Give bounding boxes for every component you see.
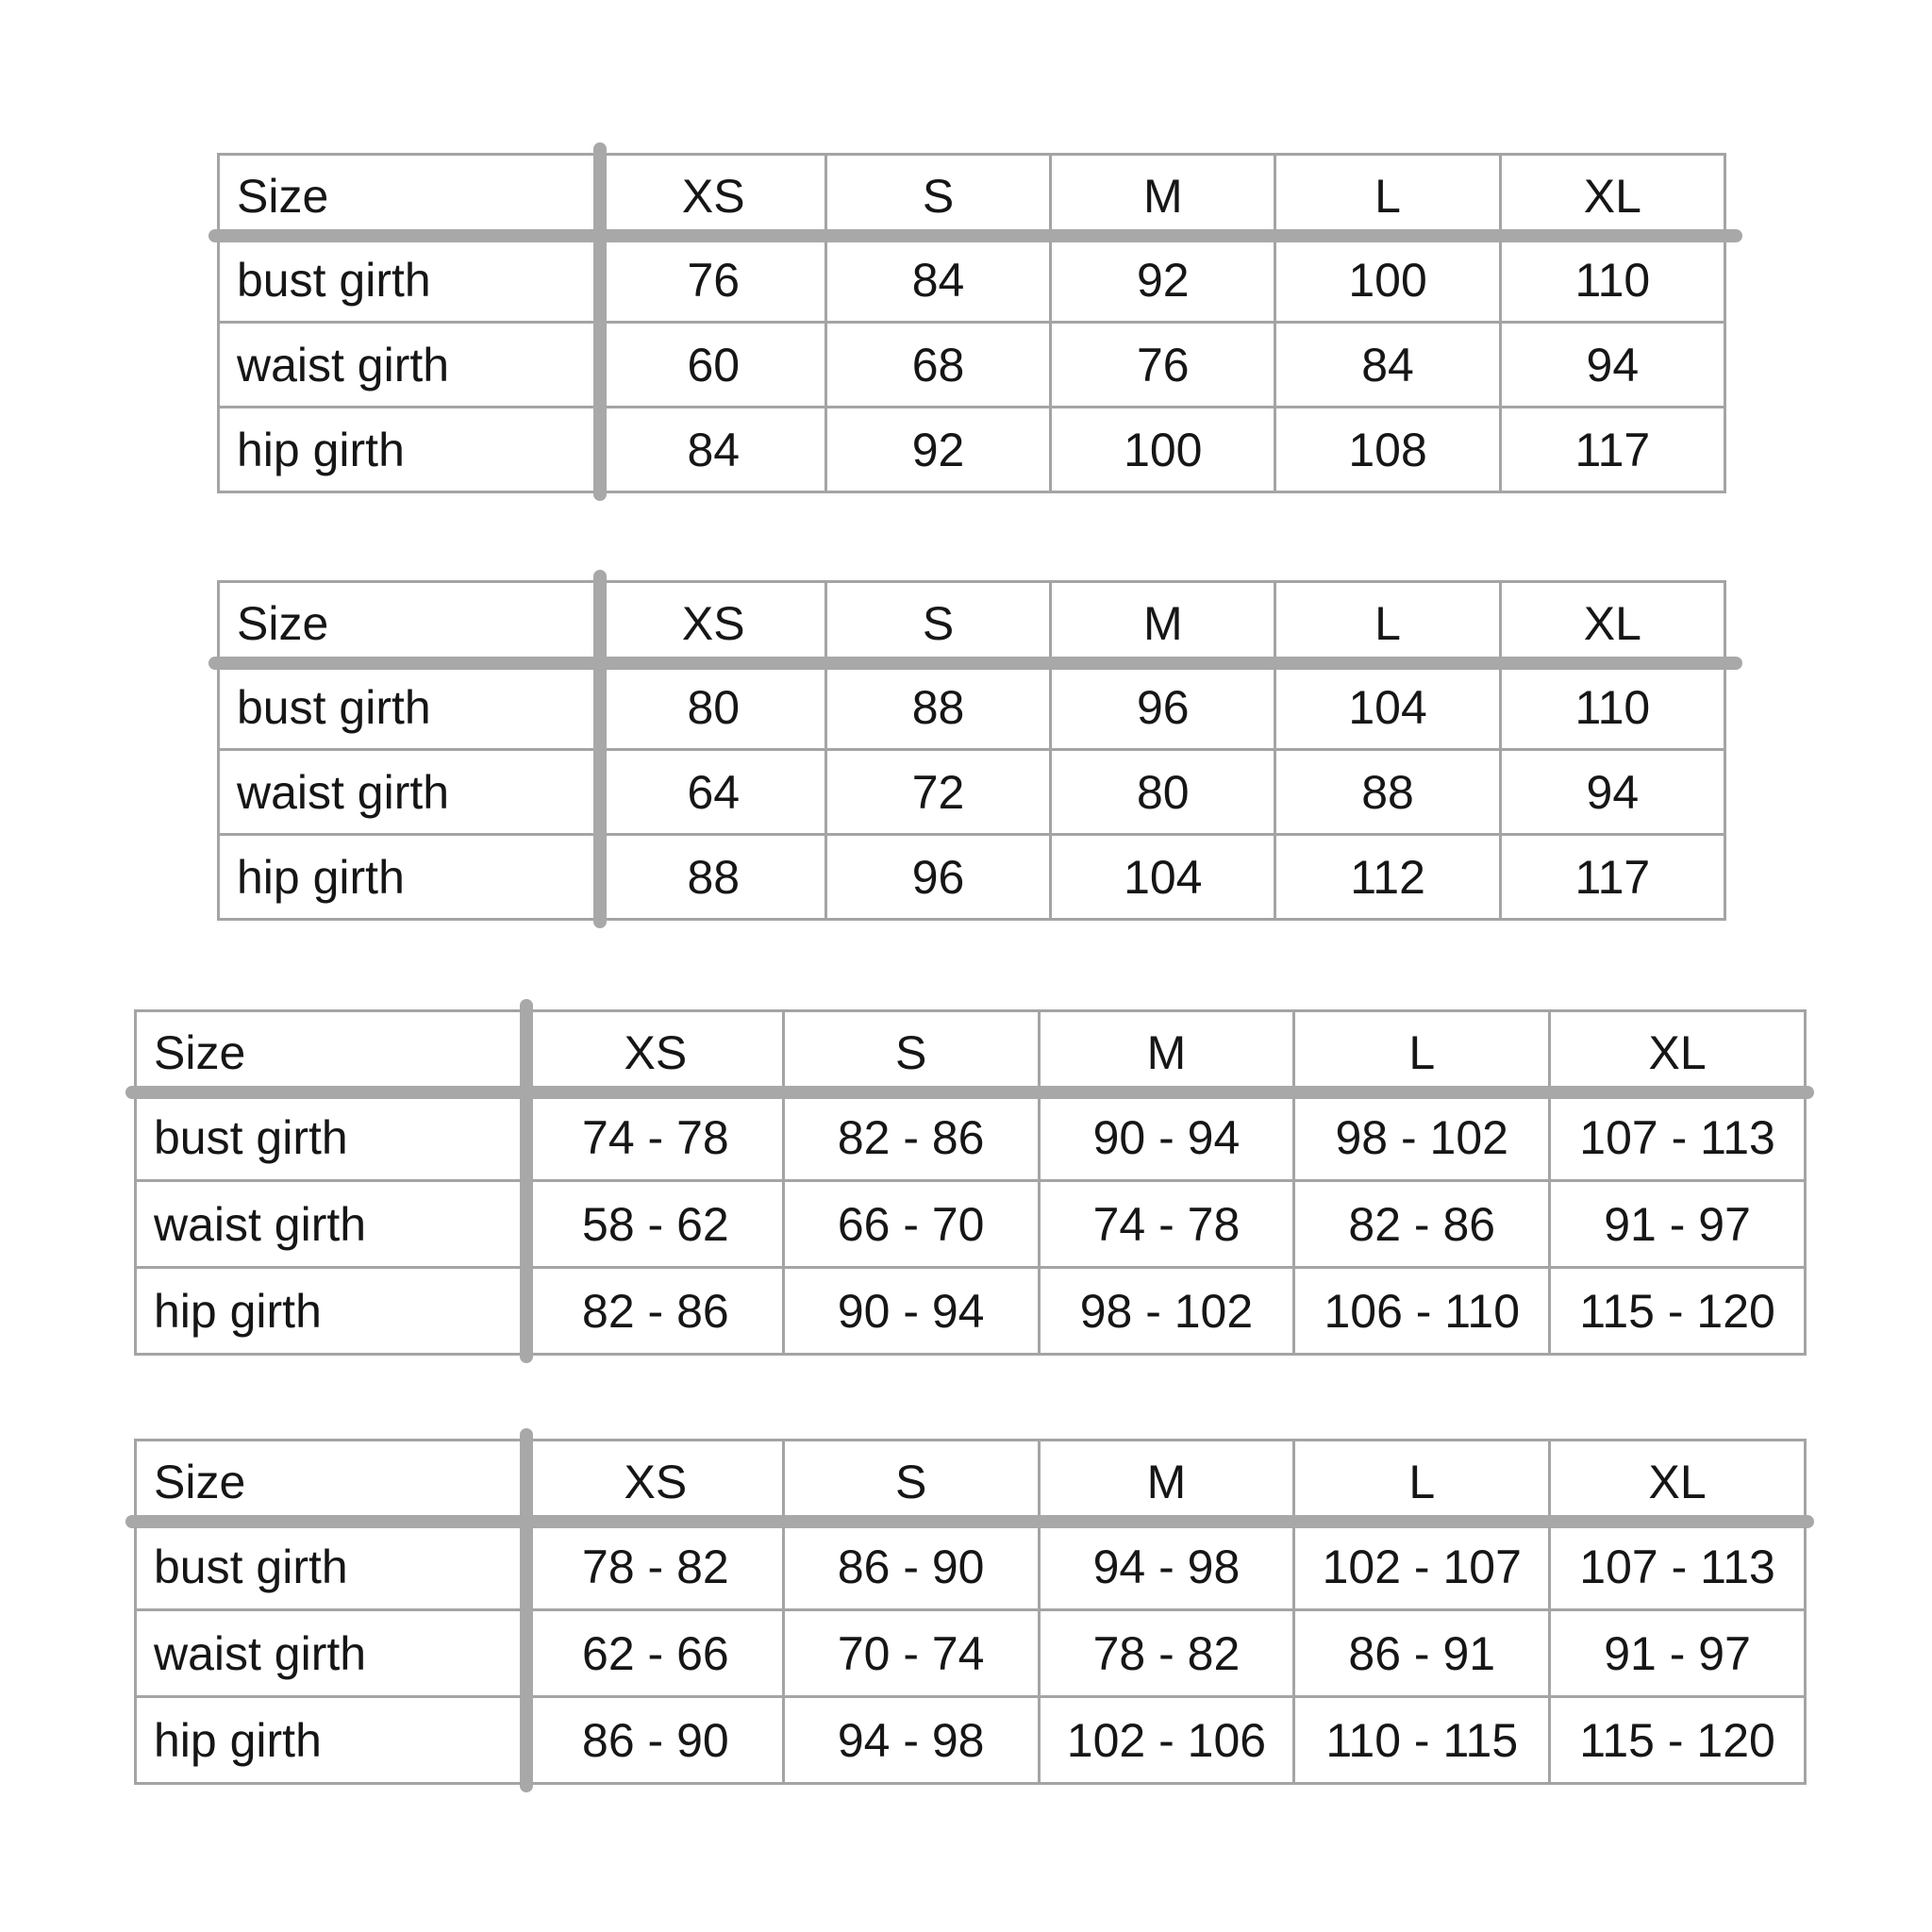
header-cell-size: Size (219, 582, 602, 665)
table-row-hip (136, 1697, 1806, 1784)
value-cell: 74 - 78 (1039, 1181, 1294, 1268)
header-cell-l: L (1275, 582, 1500, 665)
header-cell-xs: XS (601, 155, 825, 238)
value-cell: 104 (1275, 665, 1500, 750)
header-cell-l: L (1275, 155, 1500, 238)
size-column-divider-bar-1 (593, 142, 607, 501)
value-cell: 70 - 74 (783, 1610, 1039, 1697)
value-cell: 94 - 98 (783, 1697, 1039, 1784)
header-cell-m: M (1051, 582, 1275, 665)
value-cell: 94 (1500, 750, 1724, 835)
table-row-bust (136, 1524, 1806, 1610)
header-cell-xl: XL (1550, 1011, 1806, 1094)
value-cell: 100 (1051, 408, 1275, 492)
value-cell: 106 - 110 (1294, 1268, 1550, 1355)
value-cell: 110 (1500, 238, 1724, 323)
row-label: hip girth (136, 1697, 528, 1784)
value-cell: 86 - 90 (783, 1524, 1039, 1610)
value-cell: 60 (601, 323, 825, 408)
header-cell-m: M (1051, 155, 1275, 238)
table-row-waist (136, 1610, 1806, 1697)
header-cell-s: S (825, 155, 1050, 238)
value-cell: 96 (825, 835, 1050, 920)
row-label: bust girth (219, 238, 602, 323)
value-cell: 90 - 94 (783, 1268, 1039, 1355)
table-row-waist (219, 323, 1725, 408)
value-cell: 84 (825, 238, 1050, 323)
row-label: waist girth (219, 323, 602, 408)
size-table-3 (134, 1009, 1807, 1356)
value-cell: 102 - 106 (1039, 1697, 1294, 1784)
header-cell-xl: XL (1500, 155, 1724, 238)
header-cell-m: M (1039, 1441, 1294, 1524)
header-cell-xs: XS (527, 1011, 783, 1094)
header-cell-xs: XS (601, 582, 825, 665)
value-cell: 86 - 91 (1294, 1610, 1550, 1697)
header-underline-bar-2 (208, 657, 1742, 670)
value-cell: 84 (601, 408, 825, 492)
header-cell-size: Size (136, 1441, 528, 1524)
row-label: hip girth (136, 1268, 528, 1355)
value-cell: 117 (1500, 835, 1724, 920)
size-table-1 (217, 153, 1726, 493)
value-cell: 82 - 86 (1294, 1181, 1550, 1268)
header-cell-size: Size (219, 155, 602, 238)
table-row-bust (219, 238, 1725, 323)
value-cell: 100 (1275, 238, 1500, 323)
row-label: waist girth (219, 750, 602, 835)
row-label: bust girth (136, 1094, 528, 1181)
table-row-hip (219, 835, 1725, 920)
value-cell: 117 (1500, 408, 1724, 492)
value-cell: 66 - 70 (783, 1181, 1039, 1268)
value-cell: 82 - 86 (527, 1268, 783, 1355)
value-cell: 104 (1051, 835, 1275, 920)
value-cell: 82 - 86 (783, 1094, 1039, 1181)
header-underline-bar-3 (125, 1086, 1814, 1099)
value-cell: 68 (825, 323, 1050, 408)
value-cell: 76 (1051, 323, 1275, 408)
table-4-header-row (136, 1441, 1806, 1524)
size-column-divider-bar-4 (520, 1428, 533, 1792)
value-cell: 78 - 82 (527, 1524, 783, 1610)
value-cell: 115 - 120 (1550, 1268, 1806, 1355)
value-cell: 107 - 113 (1550, 1524, 1806, 1610)
table-row-waist (219, 750, 1725, 835)
value-cell: 102 - 107 (1294, 1524, 1550, 1610)
table-row-hip (219, 408, 1725, 492)
size-column-divider-bar-2 (593, 570, 607, 928)
header-cell-l: L (1294, 1441, 1550, 1524)
value-cell: 110 - 115 (1294, 1697, 1550, 1784)
value-cell: 107 - 113 (1550, 1094, 1806, 1181)
size-table-2 (217, 580, 1726, 921)
table-row-bust (219, 665, 1725, 750)
value-cell: 91 - 97 (1550, 1181, 1806, 1268)
header-cell-size: Size (136, 1011, 528, 1094)
row-label: hip girth (219, 835, 602, 920)
header-cell-m: M (1039, 1011, 1294, 1094)
value-cell: 96 (1051, 665, 1275, 750)
value-cell: 108 (1275, 408, 1500, 492)
value-cell: 72 (825, 750, 1050, 835)
value-cell: 115 - 120 (1550, 1697, 1806, 1784)
header-cell-s: S (825, 582, 1050, 665)
size-column-divider-bar-3 (520, 999, 533, 1363)
value-cell: 88 (1275, 750, 1500, 835)
header-cell-xl: XL (1500, 582, 1724, 665)
table-2-header-row (219, 582, 1725, 665)
value-cell: 90 - 94 (1039, 1094, 1294, 1181)
table-1-header-row (219, 155, 1725, 238)
table-row-waist (136, 1181, 1806, 1268)
value-cell: 88 (601, 835, 825, 920)
value-cell: 88 (825, 665, 1050, 750)
value-cell: 112 (1275, 835, 1500, 920)
table-row-bust (136, 1094, 1806, 1181)
header-underline-bar-4 (125, 1515, 1814, 1528)
value-cell: 94 (1500, 323, 1724, 408)
header-cell-xs: XS (527, 1441, 783, 1524)
value-cell: 74 - 78 (527, 1094, 783, 1181)
row-label: waist girth (136, 1181, 528, 1268)
value-cell: 62 - 66 (527, 1610, 783, 1697)
value-cell: 91 - 97 (1550, 1610, 1806, 1697)
value-cell: 98 - 102 (1039, 1268, 1294, 1355)
value-cell: 92 (825, 408, 1050, 492)
value-cell: 84 (1275, 323, 1500, 408)
value-cell: 98 - 102 (1294, 1094, 1550, 1181)
row-label: bust girth (219, 665, 602, 750)
value-cell: 80 (1051, 750, 1275, 835)
value-cell: 86 - 90 (527, 1697, 783, 1784)
value-cell: 58 - 62 (527, 1181, 783, 1268)
table-row-hip (136, 1268, 1806, 1355)
value-cell: 94 - 98 (1039, 1524, 1294, 1610)
value-cell: 110 (1500, 665, 1724, 750)
header-cell-xl: XL (1550, 1441, 1806, 1524)
value-cell: 76 (601, 238, 825, 323)
row-label: waist girth (136, 1610, 528, 1697)
value-cell: 64 (601, 750, 825, 835)
table-3-header-row (136, 1011, 1806, 1094)
row-label: bust girth (136, 1524, 528, 1610)
value-cell: 92 (1051, 238, 1275, 323)
header-cell-s: S (783, 1441, 1039, 1524)
value-cell: 80 (601, 665, 825, 750)
value-cell: 78 - 82 (1039, 1610, 1294, 1697)
header-cell-l: L (1294, 1011, 1550, 1094)
size-table-4 (134, 1439, 1807, 1785)
header-cell-s: S (783, 1011, 1039, 1094)
row-label: hip girth (219, 408, 602, 492)
header-underline-bar-1 (208, 229, 1742, 242)
